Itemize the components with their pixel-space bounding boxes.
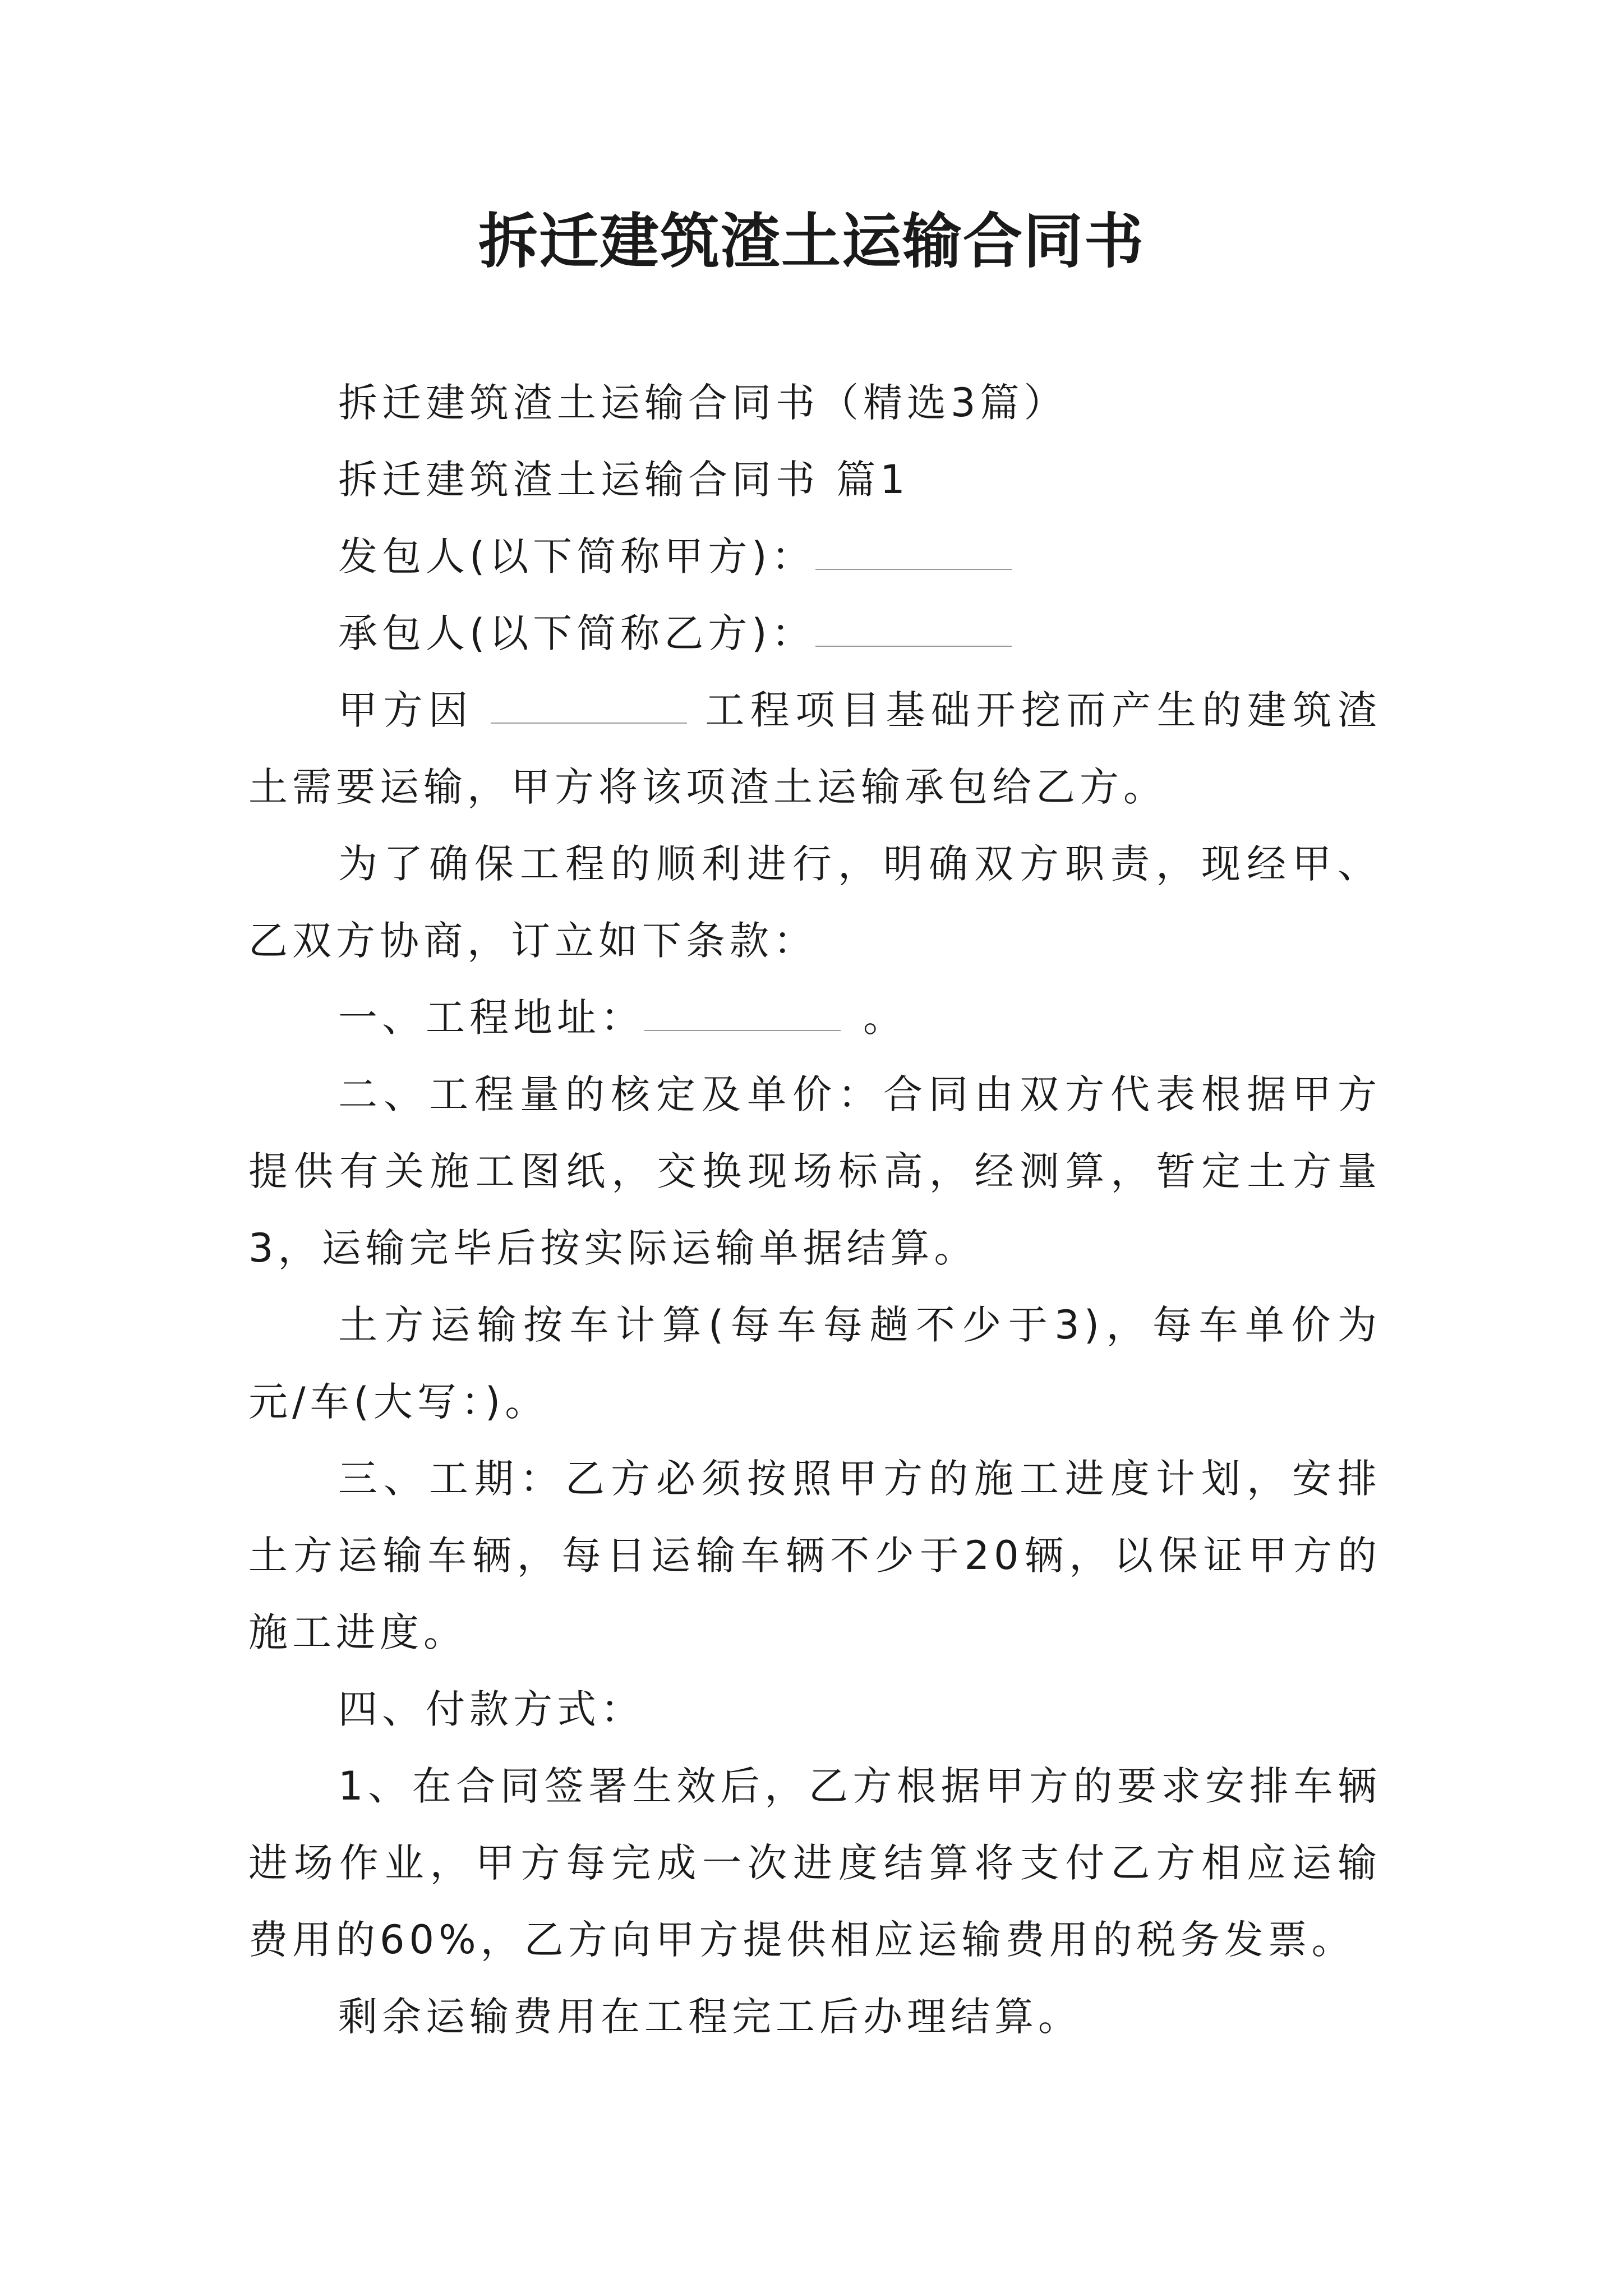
clause-2: 二、工程量的核定及单价：合同由双方代表根据甲方提供有关施工图纸，交换现场标高，经测算，暂定土方量3，运输完毕后按实际运输单据结算。 [248, 1071, 1381, 1271]
clause-2-price: 土方运输按车计算(每车每趟不少于3)，每车单价为元/车(大写：)。 [248, 1302, 1381, 1425]
clause-1 [248, 979, 1381, 1056]
clause-3: 三、工期：乙方必须按照甲方的施工进度计划，安排土方运输车辆，每日运输车辆不少于20辆，以保证甲方的施工进度。 [248, 1456, 1381, 1655]
party-b-blank [815, 612, 1012, 647]
party-b-label: 承包人(以下简称乙方)： [338, 610, 815, 656]
party-a-line [248, 518, 1381, 595]
intro-paragraph [248, 672, 1381, 826]
document-subtitle: 拆迁建筑渣土运输合同书（精选3篇） [338, 380, 1068, 426]
party-a-blank [815, 535, 1012, 570]
document-title: 拆迁建筑渣土运输合同书 [478, 206, 1145, 276]
clause-4-item-1: 1、在合同签署生效后，乙方根据甲方的要求安排车辆进场作业，甲方每完成一次进度结算将支付乙方相应运输费用的60%，乙方向甲方提供相应运输费用的税务发票。 [248, 1763, 1381, 1963]
intro-start: 甲方因 [338, 687, 474, 733]
party-a-label: 发包人(以下简称甲方)： [338, 533, 815, 579]
clause-1-label: 一、工程地址： [338, 995, 644, 1041]
project-address-blank [644, 996, 841, 1031]
intro-rest: 工程项目基础开挖而产生的建筑渣土需要运输，甲方将该项渣土运输承包给乙方。 [248, 687, 1382, 810]
clause-4-remaining: 剩余运输费用在工程完工后办理结算。 [338, 1994, 1082, 2040]
document-body [248, 365, 1381, 2055]
project-name-blank [491, 689, 687, 724]
section-heading: 拆迁建筑渣土运输合同书 篇1 [338, 457, 910, 503]
clause-4-heading: 四、付款方式： [338, 1686, 644, 1732]
purpose-paragraph: 为了确保工程的顺利进行，明确双方职责，现经甲、乙双方协商，订立如下条款： [248, 841, 1381, 964]
party-b-line [248, 595, 1381, 672]
clause-1-end: 。 [863, 995, 907, 1041]
